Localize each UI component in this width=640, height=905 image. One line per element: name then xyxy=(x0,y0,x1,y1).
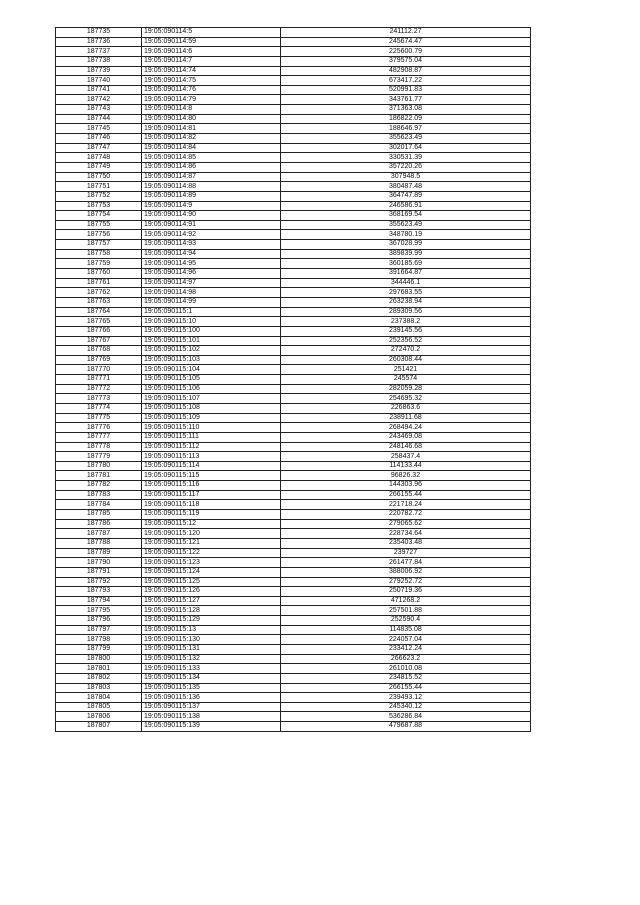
table-row xyxy=(56,114,531,124)
cadastre-row-number: 187800 xyxy=(56,654,142,664)
cadastre-number: 19:05:090114:7 xyxy=(142,56,281,66)
table-row xyxy=(56,567,531,577)
cadastre-row-number: 187751 xyxy=(56,182,142,192)
cadastre-value: 224057.04 xyxy=(281,635,531,645)
cadastre-value: 233412.24 xyxy=(281,645,531,655)
cadastre-value: 330531.39 xyxy=(281,153,531,163)
cadastre-number: 19:05:090115:101 xyxy=(142,336,281,346)
cadastre-number: 19:05:090115:103 xyxy=(142,355,281,365)
cadastre-value: 367028.99 xyxy=(281,240,531,250)
table-row xyxy=(56,519,531,529)
cadastre-number: 19:05:090115:121 xyxy=(142,538,281,548)
cadastre-row-number: 187758 xyxy=(56,249,142,259)
cadastre-number: 19:05:090114:81 xyxy=(142,124,281,134)
cadastre-row-number: 187738 xyxy=(56,56,142,66)
cadastre-row-number: 187746 xyxy=(56,134,142,144)
table-row xyxy=(56,355,531,365)
cadastre-value: 360185.69 xyxy=(281,259,531,269)
cadastre-value: 252590.4 xyxy=(281,616,531,626)
table-row xyxy=(56,683,531,693)
table-row xyxy=(56,249,531,259)
cadastre-number: 19:05:090114:5 xyxy=(142,28,281,38)
cadastre-number: 19:05:090115:1 xyxy=(142,307,281,317)
cadastre-row-number: 187767 xyxy=(56,336,142,346)
cadastre-number: 19:05:090114:6 xyxy=(142,47,281,57)
cadastre-value: 250719.36 xyxy=(281,587,531,597)
table-row xyxy=(56,500,531,510)
table-row xyxy=(56,66,531,76)
cadastre-row-number: 187782 xyxy=(56,481,142,491)
cadastre-value: 272470.2 xyxy=(281,346,531,356)
cadastre-row-number: 187749 xyxy=(56,162,142,172)
cadastre-row-number: 187776 xyxy=(56,423,142,433)
cadastre-row-number: 187790 xyxy=(56,558,142,568)
cadastre-value: 357220.26 xyxy=(281,162,531,172)
table-row xyxy=(56,471,531,481)
cadastre-number: 19:05:090115:109 xyxy=(142,413,281,423)
cadastre-number: 19:05:090115:106 xyxy=(142,384,281,394)
cadastre-value: 248146.68 xyxy=(281,442,531,452)
table-row xyxy=(56,182,531,192)
cadastre-row-number: 187769 xyxy=(56,355,142,365)
table-row xyxy=(56,211,531,221)
table-row xyxy=(56,201,531,211)
cadastre-value: 297683.55 xyxy=(281,288,531,298)
cadastre-row-number: 187741 xyxy=(56,85,142,95)
cadastre-value: 241112.27 xyxy=(281,28,531,38)
cadastre-number: 19:05:090115:129 xyxy=(142,616,281,626)
cadastre-row-number: 187786 xyxy=(56,519,142,529)
cadastre-value: 536286.84 xyxy=(281,712,531,722)
cadastre-value: 343761.77 xyxy=(281,95,531,105)
table-row xyxy=(56,577,531,587)
table-row xyxy=(56,548,531,558)
cadastre-row-number: 187736 xyxy=(56,37,142,47)
cadastre-number: 19:05:090115:127 xyxy=(142,596,281,606)
cadastre-number: 19:05:090115:110 xyxy=(142,423,281,433)
cadastre-value: 243469.08 xyxy=(281,432,531,442)
table-row xyxy=(56,384,531,394)
cadastre-number: 19:05:090115:111 xyxy=(142,432,281,442)
table-row xyxy=(56,259,531,269)
cadastre-value: 96826.32 xyxy=(281,471,531,481)
cadastre-value: 186822.09 xyxy=(281,114,531,124)
cadastre-row-number: 187802 xyxy=(56,673,142,683)
cadastre-number: 19:05:090115:136 xyxy=(142,693,281,703)
table-row xyxy=(56,606,531,616)
table-row xyxy=(56,288,531,298)
table-row xyxy=(56,326,531,336)
cadastre-number: 19:05:090115:113 xyxy=(142,452,281,462)
cadastre-value: 239145.56 xyxy=(281,326,531,336)
cadastre-value: 355623.49 xyxy=(281,220,531,230)
cadastre-value: 252356.52 xyxy=(281,336,531,346)
cadastre-number: 19:05:090115:10 xyxy=(142,317,281,327)
cadastre-value: 238911.68 xyxy=(281,413,531,423)
table-row xyxy=(56,596,531,606)
cadastre-number: 19:05:090115:128 xyxy=(142,606,281,616)
cadastre-row-number: 187757 xyxy=(56,240,142,250)
cadastre-value: 266155.44 xyxy=(281,490,531,500)
table-row xyxy=(56,153,531,163)
table-row xyxy=(56,587,531,597)
cadastre-value: 673417.22 xyxy=(281,76,531,86)
cadastre-number: 19:05:090115:135 xyxy=(142,683,281,693)
cadastre-value: 257501.88 xyxy=(281,606,531,616)
cadastre-row-number: 187777 xyxy=(56,432,142,442)
cadastre-value: 225600.79 xyxy=(281,47,531,57)
cadastre-row-number: 187753 xyxy=(56,201,142,211)
cadastre-number: 19:05:090115:115 xyxy=(142,471,281,481)
cadastre-number: 19:05:090115:114 xyxy=(142,461,281,471)
table-row xyxy=(56,461,531,471)
cadastre-value: 237388.2 xyxy=(281,317,531,327)
cadastre-row-number: 187798 xyxy=(56,635,142,645)
cadastre-number: 19:05:090114:93 xyxy=(142,240,281,250)
cadastre-value: 221718.24 xyxy=(281,500,531,510)
cadastre-value: 368169.54 xyxy=(281,211,531,221)
cadastre-row-number: 187803 xyxy=(56,683,142,693)
cadastre-value: 188646.97 xyxy=(281,124,531,134)
table-row xyxy=(56,317,531,327)
table-row xyxy=(56,375,531,385)
cadastre-number: 19:05:090115:107 xyxy=(142,394,281,404)
table-row xyxy=(56,510,531,520)
cadastre-number: 19:05:090114:91 xyxy=(142,220,281,230)
cadastre-number: 19:05:090114:79 xyxy=(142,95,281,105)
cadastre-row-number: 187735 xyxy=(56,28,142,38)
cadastre-row-number: 187794 xyxy=(56,596,142,606)
cadastre-row-number: 187796 xyxy=(56,616,142,626)
table-row xyxy=(56,423,531,433)
table-row xyxy=(56,693,531,703)
cadastre-row-number: 187760 xyxy=(56,269,142,279)
cadastre-row-number: 187788 xyxy=(56,538,142,548)
cadastre-row-number: 187764 xyxy=(56,307,142,317)
cadastre-number: 19:05:090114:9 xyxy=(142,201,281,211)
cadastre-number: 19:05:090115:133 xyxy=(142,664,281,674)
cadastre-row-number: 187775 xyxy=(56,413,142,423)
table-row xyxy=(56,230,531,240)
cadastre-row-number: 187792 xyxy=(56,577,142,587)
table-body xyxy=(56,28,531,732)
cadastre-number: 19:05:090114:92 xyxy=(142,230,281,240)
cadastre-row-number: 187740 xyxy=(56,76,142,86)
table-row xyxy=(56,625,531,635)
cadastre-row-number: 187805 xyxy=(56,702,142,712)
cadastre-value: 235403.48 xyxy=(281,538,531,548)
cadastre-value: 228734.64 xyxy=(281,529,531,539)
cadastre-row-number: 187787 xyxy=(56,529,142,539)
cadastre-row-number: 187774 xyxy=(56,403,142,413)
table-row xyxy=(56,712,531,722)
cadastre-row-number: 187761 xyxy=(56,278,142,288)
cadastre-value: 364747.89 xyxy=(281,191,531,201)
cadastre-row-number: 187752 xyxy=(56,191,142,201)
table-row xyxy=(56,143,531,153)
cadastre-row-number: 187739 xyxy=(56,66,142,76)
cadastre-number: 19:05:090115:130 xyxy=(142,635,281,645)
cadastre-row-number: 187804 xyxy=(56,693,142,703)
cadastre-value: 355623.49 xyxy=(281,134,531,144)
table-row xyxy=(56,76,531,86)
cadastre-number: 19:05:090114:89 xyxy=(142,191,281,201)
cadastre-row-number: 187779 xyxy=(56,452,142,462)
table-row xyxy=(56,56,531,66)
cadastre-row-number: 187806 xyxy=(56,712,142,722)
cadastre-row-number: 187768 xyxy=(56,346,142,356)
cadastre-row-number: 187799 xyxy=(56,645,142,655)
cadastre-row-number: 187781 xyxy=(56,471,142,481)
table-row xyxy=(56,664,531,674)
cadastre-value: 388006.92 xyxy=(281,567,531,577)
cadastre-number: 19:05:090114:96 xyxy=(142,269,281,279)
cadastre-number: 19:05:090114:84 xyxy=(142,143,281,153)
cadastre-row-number: 187745 xyxy=(56,124,142,134)
table-row xyxy=(56,442,531,452)
cadastre-value: 234815.52 xyxy=(281,673,531,683)
cadastre-row-number: 187759 xyxy=(56,259,142,269)
cadastre-number: 19:05:090114:74 xyxy=(142,66,281,76)
cadastre-value: 114133.44 xyxy=(281,461,531,471)
cadastre-value: 245574 xyxy=(281,375,531,385)
cadastre-value: 279252.72 xyxy=(281,577,531,587)
cadastre-row-number: 187772 xyxy=(56,384,142,394)
table-row xyxy=(56,240,531,250)
table-row xyxy=(56,645,531,655)
cadastre-number: 19:05:090114:80 xyxy=(142,114,281,124)
cadastre-value: 251421 xyxy=(281,365,531,375)
cadastre-number: 19:05:090115:104 xyxy=(142,365,281,375)
cadastre-number: 19:05:090115:124 xyxy=(142,567,281,577)
cadastre-number: 19:05:090115:100 xyxy=(142,326,281,336)
cadastre-value: 379575.04 xyxy=(281,56,531,66)
cadastre-number: 19:05:090115:138 xyxy=(142,712,281,722)
table-row xyxy=(56,346,531,356)
cadastre-value: 389839.99 xyxy=(281,249,531,259)
table-row xyxy=(56,124,531,134)
table-row xyxy=(56,635,531,645)
cadastre-number: 19:05:090114:94 xyxy=(142,249,281,259)
cadastre-value: 239727 xyxy=(281,548,531,558)
cadastre-value: 261477.84 xyxy=(281,558,531,568)
cadastre-number: 19:05:090114:76 xyxy=(142,85,281,95)
cadastre-number: 19:05:090114:75 xyxy=(142,76,281,86)
cadastre-value: 254695.32 xyxy=(281,394,531,404)
cadastre-number: 19:05:090115:126 xyxy=(142,587,281,597)
cadastre-value: 114835.08 xyxy=(281,625,531,635)
cadastre-number: 19:05:090115:139 xyxy=(142,722,281,732)
cadastre-number: 19:05:090115:108 xyxy=(142,403,281,413)
cadastre-number: 19:05:090114:87 xyxy=(142,172,281,182)
cadastre-value: 268494.24 xyxy=(281,423,531,433)
table-row xyxy=(56,297,531,307)
cadastre-value: 263238.94 xyxy=(281,297,531,307)
cadastre-number: 19:05:090114:85 xyxy=(142,153,281,163)
cadastre-number: 19:05:090115:102 xyxy=(142,346,281,356)
table-row xyxy=(56,95,531,105)
cadastre-row-number: 187747 xyxy=(56,143,142,153)
cadastre-row-number: 187770 xyxy=(56,365,142,375)
cadastre-number: 19:05:090114:59 xyxy=(142,37,281,47)
cadastre-value: 260308.44 xyxy=(281,355,531,365)
cadastre-number: 19:05:090115:132 xyxy=(142,654,281,664)
table-row xyxy=(56,538,531,548)
cadastre-number: 19:05:090115:118 xyxy=(142,500,281,510)
cadastre-row-number: 187780 xyxy=(56,461,142,471)
cadastre-row-number: 187766 xyxy=(56,326,142,336)
cadastre-row-number: 187789 xyxy=(56,548,142,558)
table-row xyxy=(56,336,531,346)
cadastre-number: 19:05:090114:82 xyxy=(142,134,281,144)
cadastre-number: 19:05:090115:137 xyxy=(142,702,281,712)
cadastre-row-number: 187784 xyxy=(56,500,142,510)
cadastre-value: 226863.6 xyxy=(281,403,531,413)
cadastre-row-number: 187737 xyxy=(56,47,142,57)
cadastre-number: 19:05:090115:120 xyxy=(142,529,281,539)
table-row xyxy=(56,394,531,404)
table-row xyxy=(56,47,531,57)
cadastre-value: 520991.83 xyxy=(281,85,531,95)
cadastre-row-number: 187785 xyxy=(56,510,142,520)
cadastre-value: 307948.5 xyxy=(281,172,531,182)
cadastre-value: 239493.12 xyxy=(281,693,531,703)
cadastre-row-number: 187783 xyxy=(56,490,142,500)
cadastre-row-number: 187773 xyxy=(56,394,142,404)
table-row xyxy=(56,278,531,288)
cadastre-value: 302017.64 xyxy=(281,143,531,153)
cadastre-row-number: 187754 xyxy=(56,211,142,221)
cadastre-value: 258437.4 xyxy=(281,452,531,462)
cadastre-row-number: 187750 xyxy=(56,172,142,182)
data-table xyxy=(55,27,531,732)
cadastre-value: 144303.96 xyxy=(281,481,531,491)
cadastre-number: 19:05:090115:125 xyxy=(142,577,281,587)
cadastre-row-number: 187807 xyxy=(56,722,142,732)
table-row xyxy=(56,490,531,500)
cadastre-number: 19:05:090115:117 xyxy=(142,490,281,500)
table-row xyxy=(56,481,531,491)
cadastre-row-number: 187795 xyxy=(56,606,142,616)
cadastre-row-number: 187762 xyxy=(56,288,142,298)
cadastre-row-number: 187771 xyxy=(56,375,142,385)
cadastre-number: 19:05:090115:112 xyxy=(142,442,281,452)
table-row xyxy=(56,172,531,182)
cadastre-number: 19:05:090115:13 xyxy=(142,625,281,635)
table-row xyxy=(56,220,531,230)
cadastre-number: 19:05:090115:122 xyxy=(142,548,281,558)
table-row xyxy=(56,191,531,201)
cadastre-number: 19:05:090114:90 xyxy=(142,211,281,221)
cadastre-value: 246586.91 xyxy=(281,201,531,211)
cadastre-row-number: 187793 xyxy=(56,587,142,597)
cadastre-number: 19:05:090114:99 xyxy=(142,297,281,307)
cadastre-value: 479687.88 xyxy=(281,722,531,732)
cadastre-number: 19:05:090114:8 xyxy=(142,105,281,115)
cadastre-value: 289309.56 xyxy=(281,307,531,317)
table-row xyxy=(56,134,531,144)
table-row xyxy=(56,529,531,539)
cadastre-number: 19:05:090115:116 xyxy=(142,481,281,491)
cadastre-number: 19:05:090114:88 xyxy=(142,182,281,192)
table-row xyxy=(56,307,531,317)
cadastre-value: 245674.47 xyxy=(281,37,531,47)
cadastre-number: 19:05:090115:105 xyxy=(142,375,281,385)
cadastre-row-number: 187778 xyxy=(56,442,142,452)
cadastre-row-number: 187797 xyxy=(56,625,142,635)
table-row xyxy=(56,365,531,375)
cadastre-row-number: 187742 xyxy=(56,95,142,105)
table-row xyxy=(56,403,531,413)
table-row xyxy=(56,616,531,626)
cadastre-row-number: 187801 xyxy=(56,664,142,674)
table-row xyxy=(56,452,531,462)
cadastre-number: 19:05:090115:123 xyxy=(142,558,281,568)
table-row xyxy=(56,37,531,47)
cadastre-row-number: 187791 xyxy=(56,567,142,577)
cadastre-value: 371363.08 xyxy=(281,105,531,115)
table-row xyxy=(56,85,531,95)
cadastre-value: 245340.12 xyxy=(281,702,531,712)
table-row xyxy=(56,413,531,423)
table-row xyxy=(56,162,531,172)
cadastre-row-number: 187756 xyxy=(56,230,142,240)
cadastre-number: 19:05:090115:131 xyxy=(142,645,281,655)
table-row xyxy=(56,269,531,279)
table-row xyxy=(56,673,531,683)
table-row xyxy=(56,702,531,712)
cadastre-row-number: 187763 xyxy=(56,297,142,307)
table-row xyxy=(56,654,531,664)
cadastre-row-number: 187743 xyxy=(56,105,142,115)
cadastre-value: 471268.2 xyxy=(281,596,531,606)
cadastre-row-number: 187765 xyxy=(56,317,142,327)
cadastre-value: 482908.87 xyxy=(281,66,531,76)
cadastre-value: 391664.87 xyxy=(281,269,531,279)
table-row xyxy=(56,558,531,568)
table-row xyxy=(56,432,531,442)
cadastre-value: 344446.1 xyxy=(281,278,531,288)
cadastre-number: 19:05:090114:95 xyxy=(142,259,281,269)
table-row xyxy=(56,28,531,38)
cadastre-number: 19:05:090114:86 xyxy=(142,162,281,172)
table-row xyxy=(56,105,531,115)
cadastre-value: 220782.72 xyxy=(281,510,531,520)
cadastre-value: 282059.28 xyxy=(281,384,531,394)
cadastre-value: 348780.19 xyxy=(281,230,531,240)
cadastre-value: 380487.48 xyxy=(281,182,531,192)
cadastre-value: 279065.62 xyxy=(281,519,531,529)
cadastre-value: 266155.44 xyxy=(281,683,531,693)
table-row xyxy=(56,722,531,732)
cadastre-number: 19:05:090115:134 xyxy=(142,673,281,683)
cadastre-row-number: 187748 xyxy=(56,153,142,163)
cadastre-number: 19:05:090114:97 xyxy=(142,278,281,288)
cadastre-row-number: 187744 xyxy=(56,114,142,124)
cadastre-number: 19:05:090115:119 xyxy=(142,510,281,520)
cadastre-value: 261010.08 xyxy=(281,664,531,674)
cadastre-number: 19:05:090115:12 xyxy=(142,519,281,529)
cadastre-row-number: 187755 xyxy=(56,220,142,230)
cadastre-number: 19:05:090114:98 xyxy=(142,288,281,298)
cadastre-value: 266623.2 xyxy=(281,654,531,664)
